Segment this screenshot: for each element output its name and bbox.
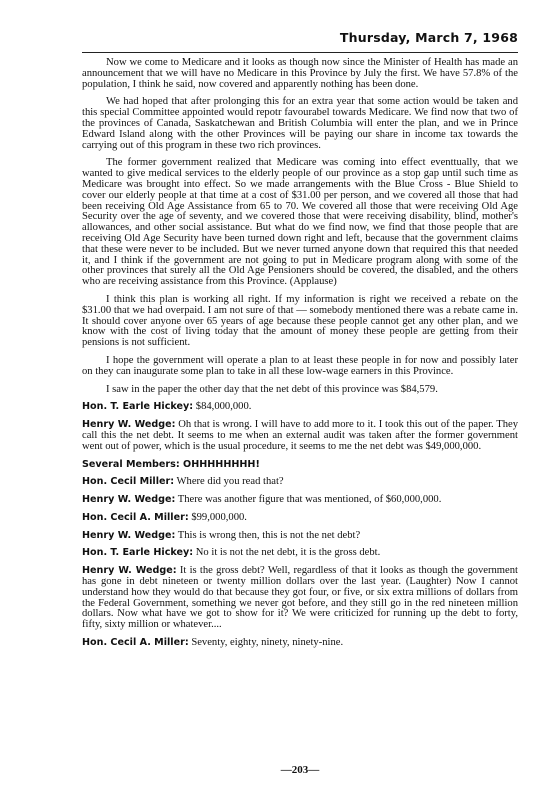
speaker-paragraph	[82, 566, 518, 631]
speech-text: No it is not the net debt, it is the gross debt.	[193, 547, 381, 559]
paragraph	[82, 58, 518, 90]
paragraph-text: The former government realized that Medicare was coming into effect eventtually, that we wanted to give medical services to the elderly people of our province as a stop gap until such time as Medicare was brought into effect. So we made arrangements with the Blue Cross - Blue Shield to cover our elderly people at that time at a cost of $31.00 per person, and we covered all those that had been receiving Old Age Assistance from 65 to 70. We covered all those that were receiving Old Age Security over the age of seventy, and we covered those that were receiving disability, blind, mother's allowances, and other social assistance. But what do we find now, we find that those people that are receiving Old Age Security have been turned down right and left, because that the government claims that these were never to be included. But we never turned anyone down that required this that needed it, and I think if the government are not going to put in Medicare program along with some of the other provinces that surely all the Old Age Pensioners should be covered, the disabled, and the others who are receiving assistance from this Province. (Applause)	[82, 157, 518, 288]
paragraph	[82, 356, 518, 378]
speech-text: OHHHHHHHH!	[179, 458, 260, 470]
speaker-name: Henry W. Wedge:	[82, 565, 177, 577]
speaker-paragraph	[82, 477, 518, 488]
paragraph	[82, 295, 518, 349]
speech-text: It is the gross debt? Well, regardless of that it looks as though the government has gone in debt nineteen or twenty million dollars over the last year. (Laughter) Now I cannot understand how they would do that because they got four, or five, or six extra millions of dollars from the Federal Government, something we never got before, and they still go in the red nineteen million dollars. Now what have we got to show for it? We were criticized for running up the debt to forty, fifty, sixty million or whatever....	[82, 565, 518, 631]
speech-text: Where did you read that?	[174, 476, 284, 488]
speaker-paragraph	[82, 531, 518, 542]
speech-text: This is wrong then, this is not the net debt?	[175, 529, 361, 541]
speaker-name: Henry W. Wedge:	[82, 529, 176, 541]
speaker-name: Henry W. Wedge:	[82, 419, 176, 431]
page-header-date: Thursday, March 7, 1968	[339, 30, 518, 45]
speaker-name: Hon. T. Earle Hickey:	[82, 401, 194, 413]
speech-text: Seventy, eighty, ninety, ninety-nine.	[188, 637, 344, 649]
paragraph-text: I hope the government will operate a plan to at least these people in for now and possibly later on they can inaugurate some plan to take in all these low-wage earners in this Province.	[82, 354, 518, 377]
speaker-name: Hon. Cecil A. Miller:	[82, 511, 189, 523]
speech-text: Oh that is wrong. I will have to add more to it. I took this out of the paper. They call this the net debt. It seems to me when an external audit was taken after the former government went out of power, which is the usual procedure, it seems to me the net debt was $49,000,000.	[82, 419, 518, 452]
speaker-paragraph	[82, 420, 518, 452]
speaker-paragraph	[82, 402, 518, 413]
speaker-name: Hon. Cecil A. Miller:	[82, 637, 189, 649]
speaker-name: Several Members:	[82, 458, 180, 470]
speech-text: $84,000,000.	[193, 401, 252, 413]
paragraph-text: I saw in the paper the other day that the net debt of this province was $84,579.	[106, 383, 438, 395]
paragraph-text: We had hoped that after prolonging this for an extra year that some action would be taken and this special Committee appointed would repotr favourabel towards Medicare. We find now that two of the provinces of Canada, Saskatchewan and British Columbia will enter the plan, and we in Prince Edward Island along with the other Provinces will be paying our share in income tax towards the carrying out of this program in these two rich provinces.	[82, 96, 518, 151]
speaker-name: Hon. Cecil Miller:	[82, 476, 175, 488]
paragraph	[82, 97, 518, 151]
speech-text: $99,000,000.	[188, 511, 247, 523]
speaker-name: Henry W. Wedge:	[82, 494, 176, 506]
speaker-name: Hon. T. Earle Hickey:	[82, 547, 194, 559]
page-number: —203—	[280, 764, 320, 776]
header-rule	[82, 52, 518, 53]
speaker-paragraph	[82, 513, 518, 524]
speech-text: There was another figure that was mentioned, of $60,000,000.	[175, 494, 442, 506]
speaker-paragraph	[82, 638, 518, 649]
paragraph-text: Now we come to Medicare and it looks as though now since the Minister of Health has made an announcement that we will have no Medicare in this Province by July the first. We have 57.8% of the population, I think he said, now covered and apparently nothing has been done.	[82, 57, 518, 90]
transcript-body	[82, 58, 518, 656]
paragraph	[82, 158, 518, 288]
paragraph-text: I think this plan is working all right. If my information is right we received a rebate on the $31.00 that we had overpaid. I am not sure of that — somebody mentioned there was a rebate came in. It should cover anyone over 65 years of age because these people cannot get any other plan, and we know with the cost of living today that the amount of money these people are getting from their pensions is not sufficient.	[82, 293, 518, 349]
speaker-paragraph	[82, 495, 518, 506]
speaker-paragraph	[82, 548, 518, 559]
paragraph	[82, 385, 518, 396]
speaker-paragraph	[82, 460, 518, 471]
